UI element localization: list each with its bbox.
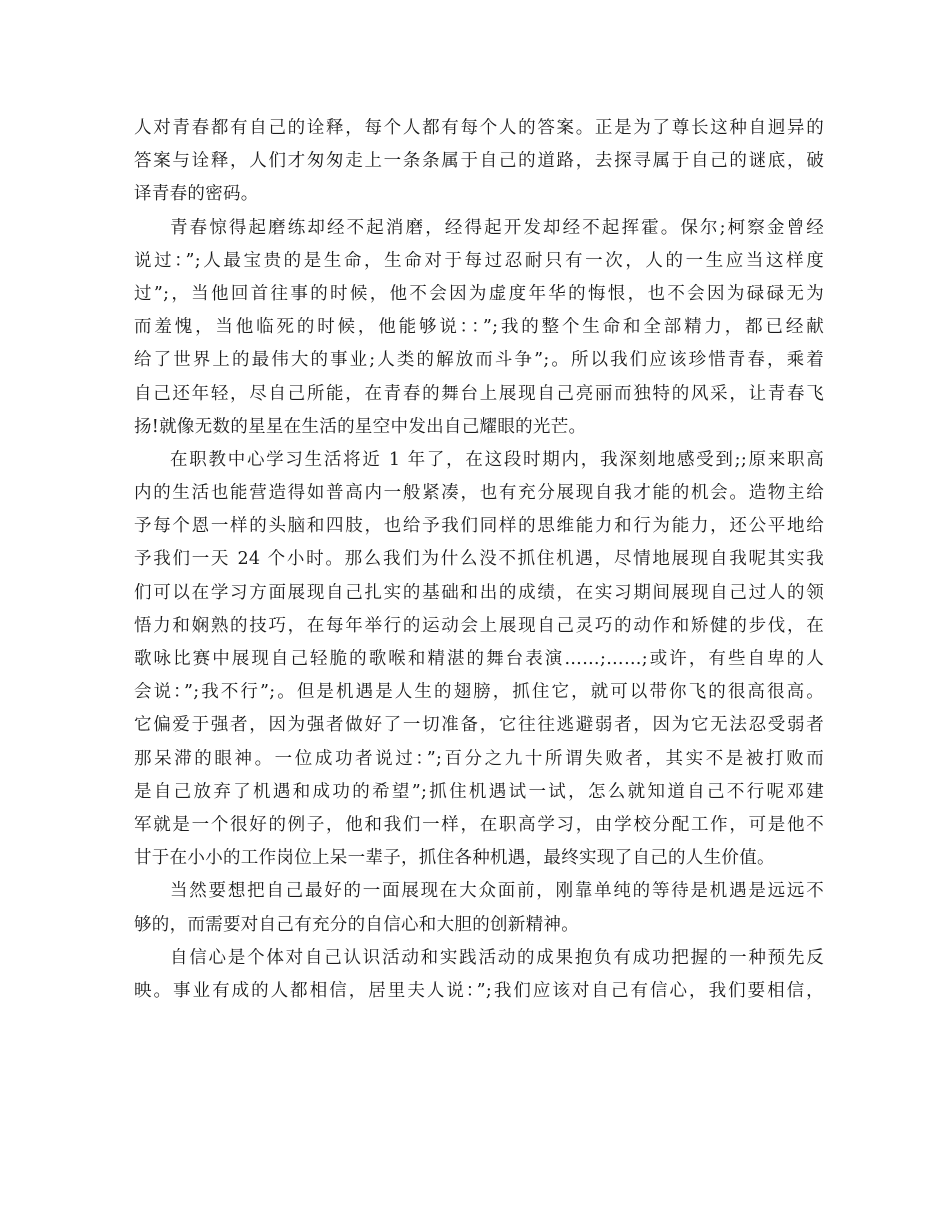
text-line: 人对青春都有自己的诠释，每个人都有每个人的答案。正是为了尊长这种自迥异的 — [134, 118, 824, 138]
text-line: 答案与诠释，人们才匆匆走上一条条属于自己的道路，去探寻属于自己的谜底，破 — [134, 151, 824, 172]
paragraph-2 — [134, 212, 824, 444]
paragraph-3 — [134, 444, 824, 875]
text-line: 当然要想把自己最好的一面展现在大众面前，刚靠单纯的等待是机遇是远远不 — [170, 881, 824, 902]
text-line: 军就是一个很好的例子，他和我们一样，在职高学习，由学校分配工作，可是他不 — [134, 814, 824, 835]
text-line: 扬!就像无数的星星在生活的星空中发出自己耀眼的光芒。 — [134, 416, 587, 437]
text-line: 译青春的密码。 — [134, 184, 259, 205]
text-line: 过”;，当他回首往事的时候，他不会因为虚度年华的悔恨，也不会因为碌碌无为 — [134, 283, 824, 304]
paragraph-1 — [134, 112, 824, 212]
text-line: 会说：”;我不行”;。但是机遇是人生的翅膀，抓住它，就可以带你飞的很高很高。 — [134, 682, 824, 703]
text-line: 予我们一天 24 个小时。那么我们为什么没不抓住机遇，尽情地展现自我呢其实我 — [134, 549, 824, 570]
text-line: 内的生活也能营造得如普高内一般紧凑，也有充分展现自我才能的机会。造物主给 — [134, 483, 824, 504]
text-line: 映。事业有成的人都相信，居里夫人说：”;我们应该对自己有信心，我们要相信， — [134, 980, 824, 1001]
text-line: 在职教中心学习生活将近 1 年了，在这段时期内，我深刻地感受到;;原来职高 — [170, 449, 824, 470]
text-line: 给了世界上的最伟大的事业;人类的解放而斗争”;。所以我们应该珍惜青春，乘着 — [134, 350, 824, 371]
text-line: 而羞愧，当他临死的时候，他能够说：：”;我的整个生命和全部精力，都已经献 — [134, 317, 824, 338]
paragraph-4 — [134, 875, 824, 941]
text-line: 是自己放弃了机遇和成功的希望”;抓住机遇试一试，怎么就知道自己不行呢邓建 — [134, 781, 824, 802]
text-line: 自信心是个体对自己认识活动和实践活动的成果抱负有成功把握的一种预先反 — [170, 947, 824, 968]
text-line: 歌咏比赛中展现自己轻脆的歌喉和精湛的舞台表演……;……;或许，有些自卑的人 — [134, 649, 824, 669]
text-line: 它偏爱于强者，因为强者做好了一切准备，它往往逃避弱者，因为它无法忍受弱者 — [134, 715, 824, 736]
text-line: 们可以在学习方面展现自己扎实的基础和出的成绩，在实习期间展现自己过人的领 — [134, 582, 824, 603]
text-line: 那呆滞的眼神。一位成功者说过：”;百分之九十所谓失败者，其实不是被打败而 — [134, 748, 824, 769]
text-line: 说过：”;人最宝贵的是生命，生命对于每过忍耐只有一次，人的一生应当这样度 — [134, 250, 824, 271]
text-line: 甘于在小小的工作岗位上呆一辈子，抓住各种机遇，最终实现了自己的人生价值。 — [134, 848, 775, 869]
document-body — [134, 112, 824, 1008]
text-line: 自己还年轻，尽自己所能，在青春的舞台上展现自己亮丽而独特的风采，让青春飞 — [134, 383, 824, 404]
text-line: 悟力和娴熟的技巧，在每年举行的运动会上展现自己灵巧的动作和矫健的步伐，在 — [134, 615, 824, 636]
text-line: 够的，而需要对自己有充分的自信心和大胆的创新精神。 — [134, 914, 579, 935]
text-line: 予每个恩一样的头脑和四肢，也给予我们同样的思维能力和行为能力，还公平地给 — [134, 516, 824, 537]
text-line: 青春惊得起磨练却经不起消磨，经得起开发却经不起挥霍。保尔;柯察金曾经 — [170, 217, 824, 238]
paragraph-5 — [134, 942, 824, 1008]
